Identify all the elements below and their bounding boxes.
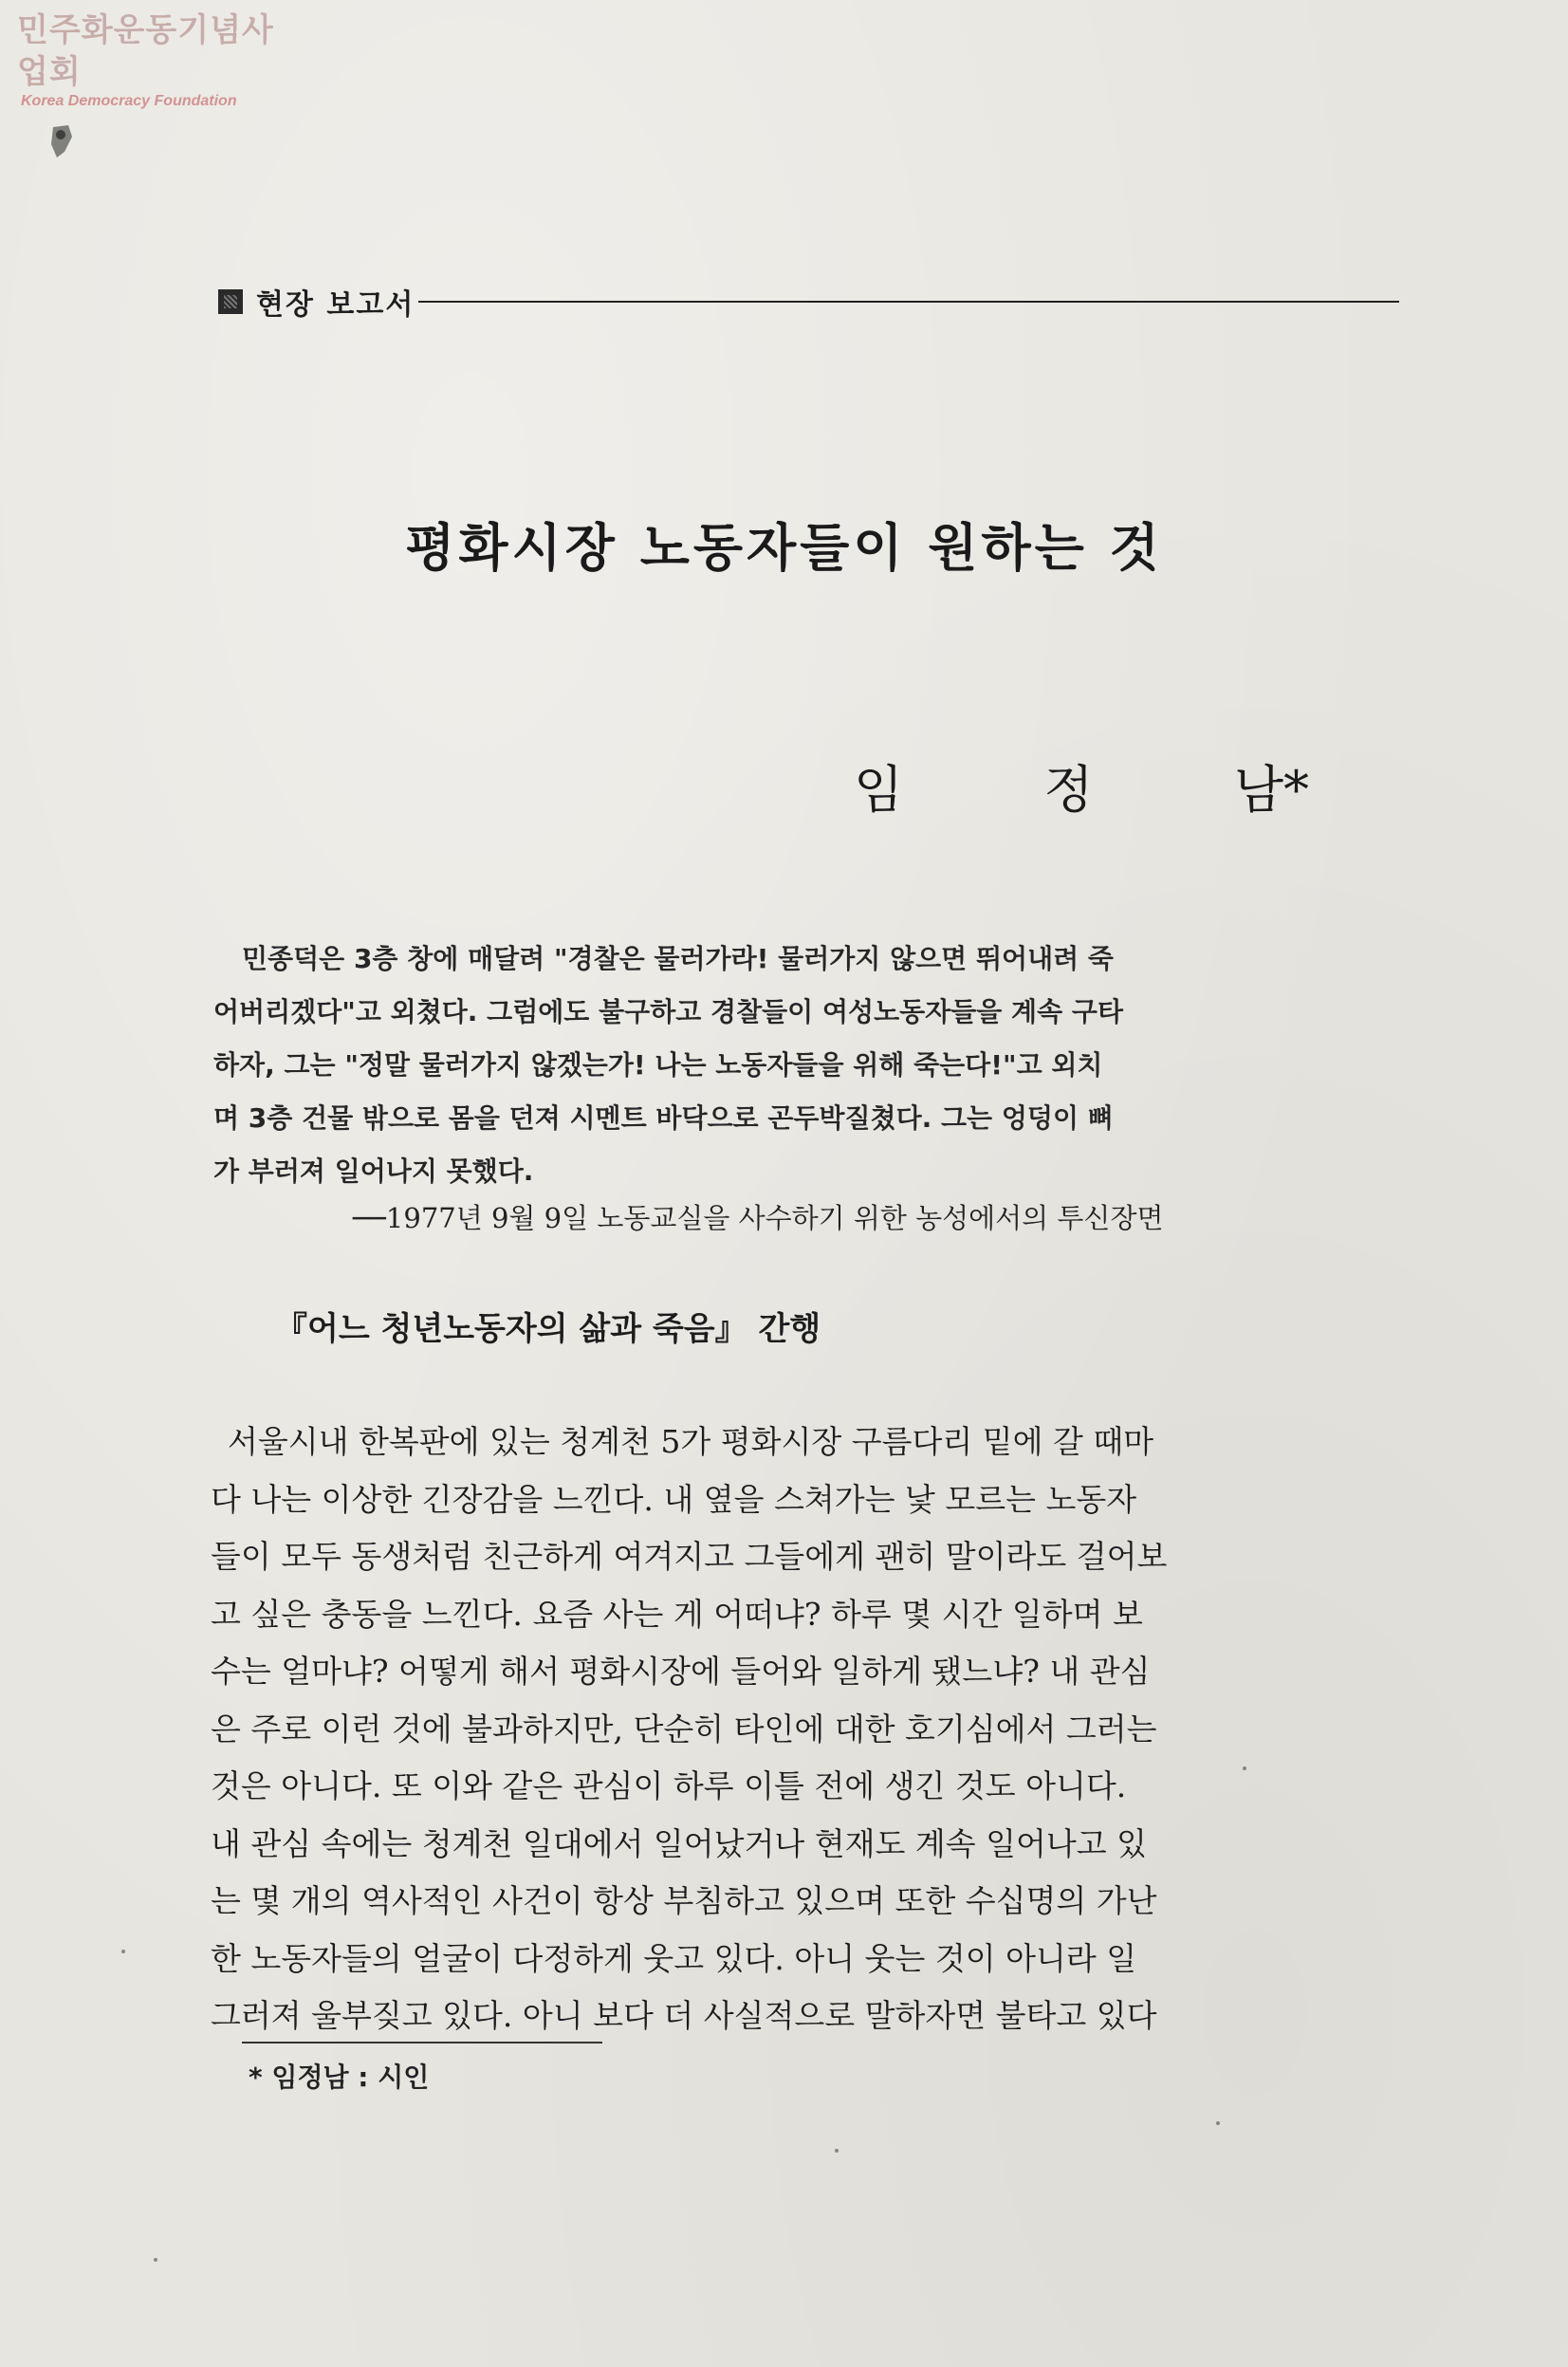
body-line: 다 나는 이상한 긴장감을 느낀다. 내 옆을 스쳐가는 낯 모르는 노동자: [211, 1480, 1137, 1518]
section-square-icon: [218, 289, 243, 314]
section-label: 현장 보고서: [256, 288, 415, 322]
body-line: 는 몇 개의 역사적인 사건이 항상 부침하고 있으며 또한 수십명의 가난: [211, 1882, 1157, 1919]
epigraph-line: 가 부러져 일어나지 못했다.: [213, 1156, 534, 1187]
epigraph: [213, 933, 1404, 1198]
body-line: 것은 아니다. 또 이와 같은 관심이 하루 이틀 전에 생긴 것도 아니다.: [211, 1767, 1127, 1804]
body-line: 서울시내 한복판에 있는 청계천 5가 평화시장 구름다리 밑에 갈 때마: [228, 1423, 1154, 1460]
body-line: 들이 모두 동생처럼 친근하게 여겨지고 그들에게 괜히 말이라도 걸어보: [211, 1538, 1168, 1575]
footnote-rule: [242, 2042, 602, 2043]
body-line: 내 관심 속에는 청계천 일대에서 일어났거나 현재도 계속 일어나고 있: [211, 1824, 1147, 1862]
ink-smudge: [47, 123, 76, 161]
watermark: [17, 9, 302, 110]
paper-speck: [835, 2149, 839, 2153]
body-text: [211, 1414, 1401, 2045]
epigraph-line: 며 3층 건물 밖으로 몸을 던져 시멘트 바닥으로 곤두박질쳤다. 그는 엉덩이 뼈: [213, 1102, 1114, 1134]
epigraph-line: 하자, 그는 "정말 물러가지 않겠는가! 나는 노동자들을 위해 죽는다!"고 외치: [213, 1049, 1103, 1081]
watermark-korean: 민주화운동기념사업회: [17, 11, 274, 91]
article-title: 평화시장 노동자들이 원하는 것: [405, 517, 1163, 578]
paper-speck: [154, 2258, 157, 2262]
body-line: 은 주로 이런 것에 불과하지만, 단순히 타인에 대한 호기심에서 그러는: [211, 1710, 1157, 1748]
author-char: 남*: [1233, 760, 1309, 820]
footnote: * 임정남 : 시인: [249, 2062, 430, 2093]
paper-speck: [1243, 1766, 1246, 1770]
body-line: 그러져 울부짖고 있다. 아니 보다 더 사실적으로 말하자면 불타고 있다: [211, 1997, 1157, 2034]
article-author: [854, 749, 1309, 823]
section-rule: [418, 301, 1399, 303]
watermark-english: Korea Democracy Foundation: [21, 93, 237, 109]
section-header: [218, 283, 1399, 321]
epigraph-source: ──1977년 9월 9일 노동교실을 사수하기 위한 농성에서의 투신장면: [353, 1202, 1164, 1234]
paper-speck: [1216, 2121, 1220, 2125]
author-char: 정: [1043, 760, 1094, 820]
paper-speck: [121, 1950, 125, 1953]
epigraph-line: 어버리겠다"고 외쳤다. 그럼에도 불구하고 경찰들이 여성노동자들을 계속 구타: [213, 996, 1124, 1027]
epigraph-line: 민종덕은 3층 창에 매달려 "경찰은 물러가라! 물러가지 않으면 뛰어내려 죽: [242, 943, 1114, 974]
body-line: 한 노동자들의 얼굴이 다정하게 웃고 있다. 아니 웃는 것이 아니라 일: [211, 1939, 1137, 1977]
body-line: 수는 얼마냐? 어떻게 해서 평화시장에 들어와 일하게 됐느냐? 내 관심: [211, 1653, 1151, 1690]
author-char: 임: [854, 760, 904, 820]
body-line: 고 싶은 충동을 느낀다. 요즘 사는 게 어떠냐? 하루 몇 시간 일하며 보: [211, 1595, 1143, 1633]
subheading: 『어느 청년노동자의 삶과 죽음』 간행: [275, 1310, 821, 1348]
